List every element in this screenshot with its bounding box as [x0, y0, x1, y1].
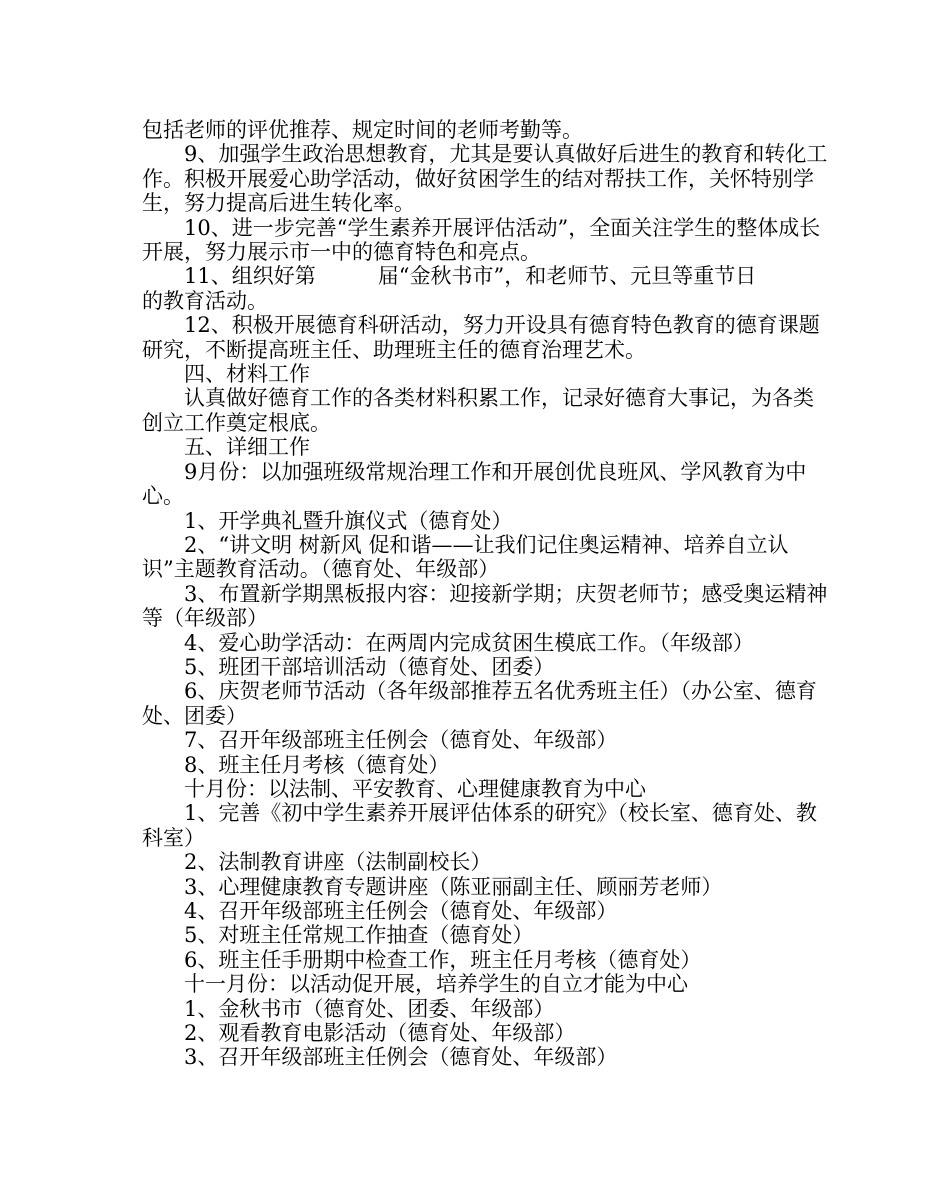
paragraph-item-12: 12、积极开展德育科研活动，努力开设具有德育特色教育的德育课题研究，不断提高班主任、助理班主任的德育治理艺术。	[142, 313, 820, 362]
sep-item-7: 7、召开年级部班主任例会（德育处、年级部）	[184, 728, 618, 753]
paragraph-line-0: 包括老师的评优推荐、规定时间的老师考勤等。	[142, 118, 583, 142]
item-11-part-2: 届“金秋书市”，和老师节、元旦等重节日	[377, 264, 757, 289]
oct-item-3: 3、心理健康教育专题讲座（陈亚丽副主任、顾丽芳老师）	[184, 874, 723, 899]
sep-item-4: 4、爱心助学活动：在两周内完成贫困生模底工作。（年级部）	[184, 630, 754, 655]
paragraph-item-9: 9、加强学生政治思想教育，尤其是要认真做好后进生的教育和转化工作。积极开展爱心助学活动，做好贫困学生的结对帮扶工作，关怀特别学生，努力提高后进生转化率。	[142, 142, 828, 216]
section-heading-5: 五、详细工作	[184, 435, 310, 460]
nov-item-2: 2、观看教育电影活动（德育处、年级部）	[184, 1021, 576, 1046]
section-heading-4: 四、材料工作	[184, 362, 310, 387]
sep-item-5: 5、班团干部培训活动（德育处、团委）	[184, 654, 555, 679]
item-11-part-1: 11、组织好第	[184, 264, 316, 289]
month-september-heading: 9月份：以加强班级常规治理工作和开展创优良班风、学风教育为中心。	[142, 459, 807, 509]
document-body	[142, 118, 832, 1070]
oct-item-5: 5、对班主任常规工作抽查（德育处）	[184, 923, 534, 948]
paragraph-materials: 认真做好德育工作的各类材料积累工作，记录好德育大事记，为各类创立工作奠定根底。	[142, 386, 814, 435]
nov-item-1: 1、金秋书市（德育处、团委、年级部）	[184, 996, 555, 1021]
paragraph-item-11-cont: 的教育活动。	[142, 288, 268, 313]
oct-item-6: 6、班主任手册期中检查工作，班主任月考核（德育处）	[184, 947, 702, 972]
paragraph-item-10: 10、进一步完善“学生素养开展评估活动”，全面关注学生的整体成长开展，努力展示市一中的德育特色和亮点。	[142, 215, 821, 265]
oct-item-2: 2、法制教育讲座（法制副校长）	[184, 850, 492, 875]
sep-item-6: 6、庆贺老师节活动（各年级部推荐五名优秀班主任）（办公室、德育处、团委）	[142, 679, 817, 728]
sep-item-1: 1、开学典礼暨升旗仪式（德育处）	[184, 508, 513, 533]
oct-item-1: 1、完善《初中学生素养开展评估体系的研究》（校长室、德育处、教科室）	[142, 801, 817, 850]
oct-item-4: 4、召开年级部班主任例会（德育处、年级部）	[184, 899, 618, 923]
sep-item-8: 8、班主任月考核（德育处）	[184, 752, 450, 777]
month-november-heading: 十一月份：以活动促开展，培养学生的自立才能为中心	[184, 972, 688, 997]
sep-item-2: 2、“讲文明 树新风 促和谐——让我们记住奥运精神、培养自立认识”主题教育活动。（德育处、年级部）	[142, 532, 789, 582]
sep-item-3: 3、布置新学期黑板报内容：迎接新学期；庆贺老师节；感受奥运精神等（年级部）	[142, 581, 828, 631]
paragraph-item-11	[142, 264, 832, 288]
month-october-heading: 十月份：以法制、平安教育、心理健康教育为中心	[184, 776, 646, 801]
nov-item-3: 3、召开年级部班主任例会（德育处、年级部）	[184, 1045, 618, 1070]
